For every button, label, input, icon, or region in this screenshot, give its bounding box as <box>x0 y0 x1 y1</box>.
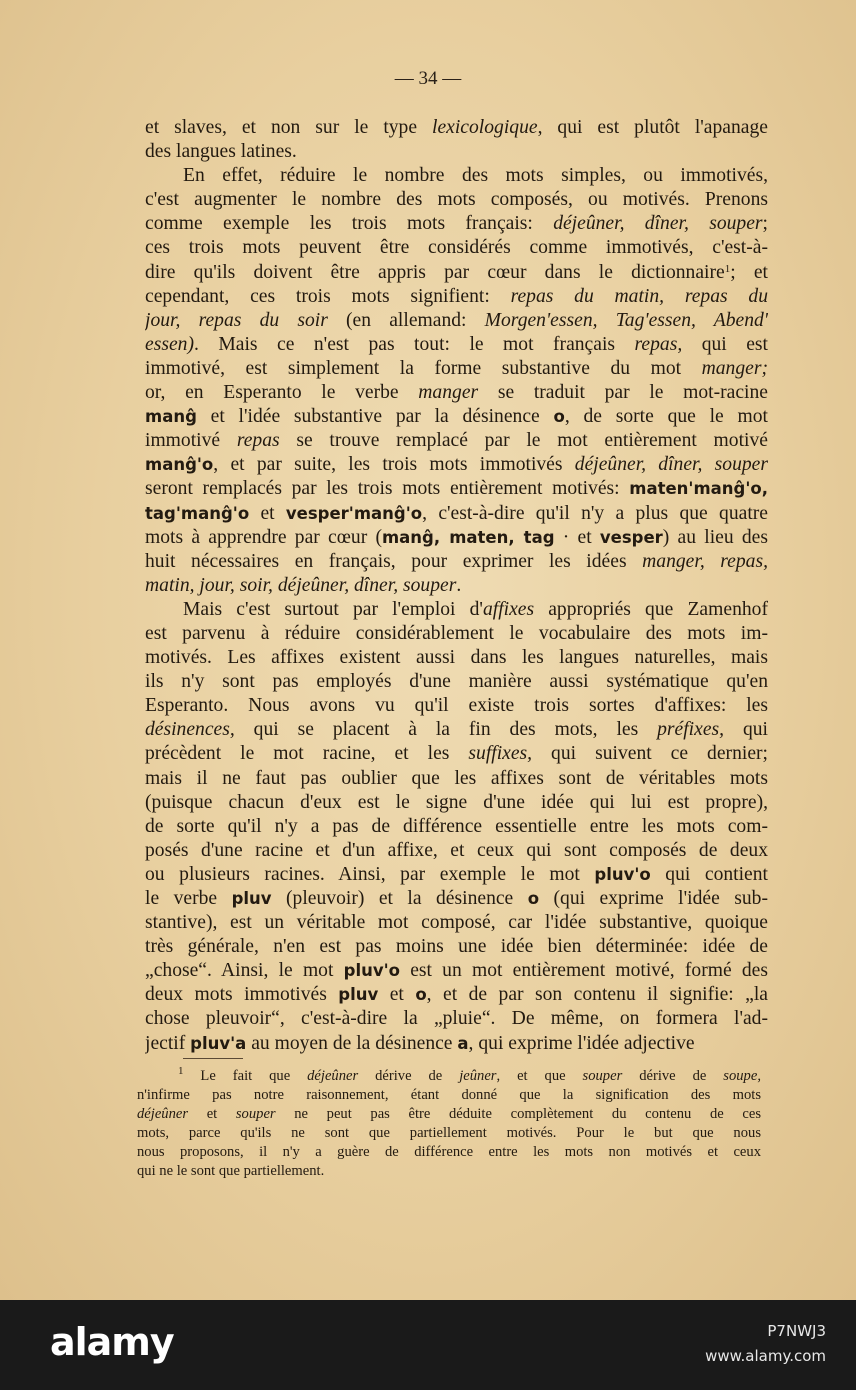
italic-term: déjeûner, dîner, souper <box>574 454 768 476</box>
text-line: ils n'y sont pas employés d'une manière aussi systématique qu'en <box>145 671 768 693</box>
text-line: chose pleuvoir“, c'est-à-dire la „pluie“. De même, on formera l'ad- <box>145 1008 768 1030</box>
text-line: seront remplacés par les trois mots entièrement motivés: maten'manĝ'o, <box>145 478 768 500</box>
italic-term: déjeûner <box>307 1068 359 1084</box>
esperanto-word: vesper <box>599 527 663 547</box>
italic-term: manger; <box>701 357 768 379</box>
esperanto-word: a <box>457 1033 469 1053</box>
esperanto-word: vesper'manĝ'o <box>285 503 423 523</box>
footnote-line: qui ne le sont que partiellement. <box>137 1163 325 1179</box>
text-line: précèdent le mot racine, et les suffixes, qui suivent ce dernier; <box>145 743 768 765</box>
italic-term: suffixes, <box>468 743 533 765</box>
italic-term: affixes <box>482 598 535 620</box>
text-line: jour, repas du soir (en allemand: Morgen'essen, Tag'essen, Abend' <box>145 309 768 331</box>
text-line: mais il ne faut pas oublier que les affixes sont de véritables mots <box>145 767 768 789</box>
italic-term: préfixes, <box>657 719 725 741</box>
text-line: En effet, réduire le nombre des mots simples, ou immotivés, <box>183 165 768 187</box>
esperanto-word: pluv'o <box>343 961 400 981</box>
italic-term: désinences, <box>145 719 235 741</box>
esperanto-word: o <box>415 985 427 1005</box>
footnote-line: mots, parce qu'ils ne sont que partiellement motivés. Pour le but que nous <box>137 1125 761 1141</box>
footnote-line: déjeûner et souper ne peut pas être déduite complètement du contenu de ces <box>137 1106 761 1122</box>
esperanto-word: pluv <box>231 889 272 908</box>
italic-term: repas <box>236 430 280 452</box>
esperanto-word: o <box>553 407 565 427</box>
text-line: le verbe pluv (pleuvoir) et la désinence o (qui exprime l'idée sub- <box>145 888 768 909</box>
text-line: c'est augmenter le nombre des mots composés, ou motivés. Prenons <box>145 189 768 211</box>
italic-term: lexicologique <box>432 117 538 138</box>
text-line: posés d'une racine et d'un affixe, et ceux qui sont composés de deux <box>145 839 768 861</box>
esperanto-word: o <box>527 889 540 908</box>
italic-term: matin, jour, soir, déjeûner, dîner, souper <box>145 574 457 596</box>
text-line: et slaves, et non sur le type lexicologique, qui est plutôt l'apanage <box>145 117 768 138</box>
esperanto-word: manĝ'o <box>145 455 214 475</box>
italic-term: souper <box>582 1068 623 1084</box>
image-id: P7NWJ3 <box>767 1322 826 1340</box>
italic-term: jeûner <box>459 1068 497 1084</box>
text-line: (puisque chacun d'eux est le signe d'une idée qui lui est propre), <box>145 791 768 813</box>
italic-term: manger <box>418 382 479 404</box>
text-line: „chose“. Ainsi, le mot pluv'o est un mot entièrement motivé, formé des <box>145 960 768 982</box>
esperanto-word: pluv <box>338 985 379 1005</box>
esperanto-word: pluv'a <box>190 1033 247 1053</box>
italic-term: manger, repas, <box>642 550 768 572</box>
esperanto-word: manĝ, maten, tag <box>381 527 555 547</box>
site-url: www.alamy.com <box>705 1347 826 1365</box>
text-line: cependant, ces trois mots signifient: repas du matin, repas du <box>145 285 768 307</box>
italic-term: souper <box>235 1106 276 1122</box>
text-line: Esperanto. Nous avons vu qu'il existe trois sortes d'affixes: les <box>145 695 768 717</box>
esperanto-word: manĝ <box>145 407 197 427</box>
text-line: désinences, qui se placent à la fin des mots, les préfixes, qui <box>145 719 768 741</box>
text-line: or, en Esperanto le verbe manger se traduit par le mot-racine <box>145 382 768 404</box>
footnote-rule <box>183 1058 243 1059</box>
text-line: ou plusieurs racines. Ainsi, par exemple le mot pluv'o qui contient <box>145 863 768 885</box>
text-line: tag'manĝ'o et vesper'manĝ'o, c'est-à-dire qu'il n'y a plus que quatre <box>145 502 768 524</box>
footnote <box>137 1067 761 1181</box>
text-line: manĝ'o, et par suite, les trois mots immotivés déjeûner, dîner, souper <box>145 454 768 476</box>
alamy-logo: alamy <box>50 1320 174 1364</box>
text-line: essen). Mais ce n'est pas tout: le mot français repas, qui est <box>145 333 768 355</box>
italic-term: déjeûner <box>137 1106 189 1122</box>
footnote-marker: 1 <box>724 262 731 275</box>
footnote-line: $^1$ Le fait que déjeûner dérive de jeûner, et que souper dérive de soupe, <box>178 1067 761 1084</box>
text-line: de sorte qu'il n'y a pas de différence essentielle entre les mots com- <box>145 815 768 837</box>
text-line: très générale, n'en est pas moins une idée bien déterminée: idée de <box>145 936 768 958</box>
text-line: comme exemple les trois mots français: déjeûner, dîner, souper; <box>145 213 768 235</box>
text-line: dire qu'ils doivent être appris par cœur dans le dictionnaire$^1$; et <box>145 261 768 283</box>
footnote-line: nous proposons, il n'y a guère de différence entre les mots non motivés et ceux <box>137 1144 761 1160</box>
italic-term: jour, repas du soir <box>145 309 328 331</box>
page-number: — 34 — <box>394 68 462 89</box>
text-line: motivés. Les affixes existent aussi dans les langues naturelles, mais <box>145 647 768 669</box>
esperanto-word: pluv'o <box>594 864 651 884</box>
text-line: stantive), est un véritable mot composé, car l'idée substantive, quoique <box>145 912 768 934</box>
italic-term: repas du matin, repas du <box>510 285 768 307</box>
text-line: est parvenu à réduire considérablement le vocabulaire des mots im- <box>145 622 768 644</box>
footnote-marker: 1 <box>178 1067 184 1077</box>
esperanto-word: maten'manĝ'o, <box>629 479 768 499</box>
text-line: des langues latines. <box>145 141 297 163</box>
text-line: immotivé repas se trouve remplacé par le mot entièrement motivé <box>145 430 768 452</box>
text-line: jectif pluv'a au moyen de la désinence a, qui exprime l'idée adjective <box>145 1032 695 1054</box>
text-line: Mais c'est surtout par l'emploi d'affixes appropriés que Zamenhof <box>183 598 768 620</box>
text-line: matin, jour, soir, déjeûner, dîner, souper. <box>145 574 462 596</box>
body-text <box>145 116 768 1056</box>
text-line: huit nécessaires en français, pour exprimer les idées manger, repas, <box>145 550 768 572</box>
text-line: ces trois mots peuvent être considérés comme immotivés, c'est-à- <box>145 237 768 259</box>
footnote-line: n'infirme pas notre raisonnement, étant donné que la signification des mots <box>137 1087 761 1103</box>
italic-term: déjeûner, dîner, souper <box>553 213 763 235</box>
text-line: immotivé, est simplement la forme substantive du mot manger; <box>145 357 768 379</box>
esperanto-word: tag'manĝ'o <box>145 503 250 523</box>
italic-term: Morgen'essen, Tag'essen, Abend' <box>484 309 768 331</box>
text-line: manĝ et l'idée substantive par la désinence o, de sorte que le mot <box>145 406 768 428</box>
text-line: mots à apprendre par cœur (manĝ, maten, tag · et vesper) au lieu des <box>145 526 768 548</box>
italic-term: soupe, <box>723 1068 761 1084</box>
italic-term: repas, <box>634 333 683 355</box>
italic-term: essen) <box>145 333 194 355</box>
text-line: deux mots immotivés pluv et o, et de par son contenu il signifie: „la <box>145 984 768 1006</box>
